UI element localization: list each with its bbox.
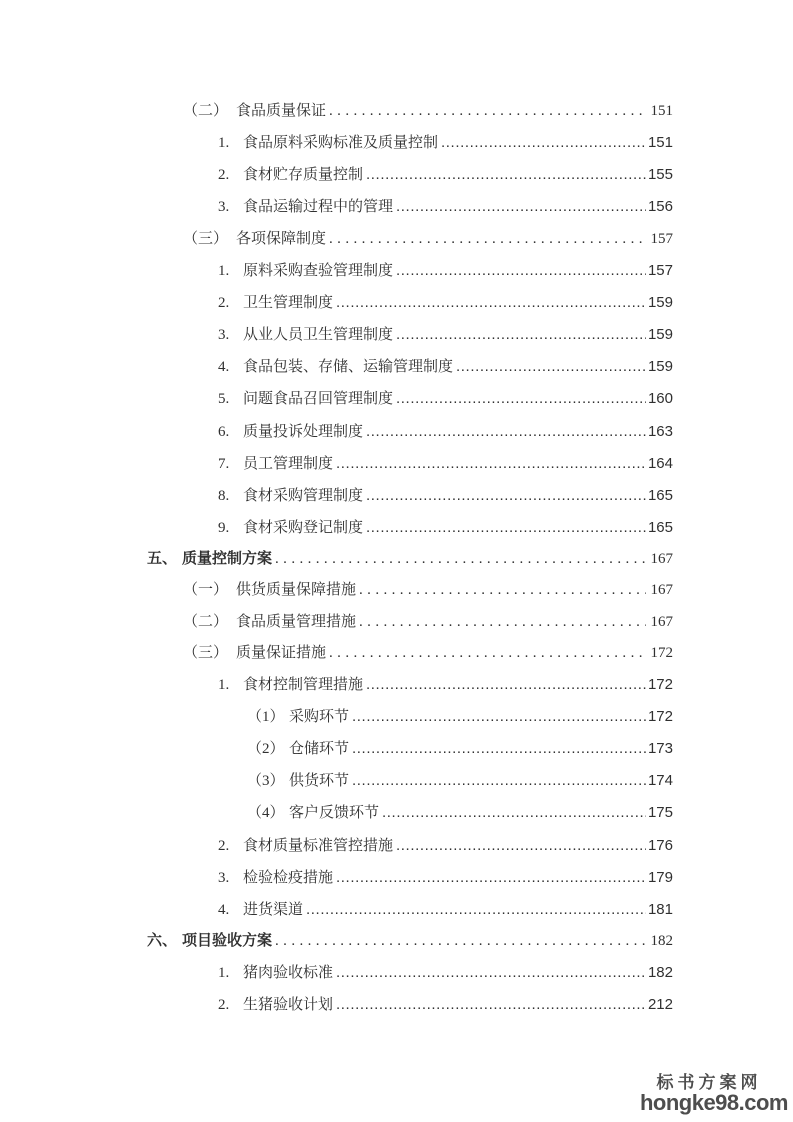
toc-entry-page: 182 [650,933,673,950]
toc-entry-number: （1） [247,708,285,725]
watermark-site-name: 标书方案网 [656,1073,762,1092]
toc-entry[interactable] [0,733,793,765]
toc-entry[interactable] [0,894,793,926]
toc-leader-dots [363,159,646,191]
table-of-contents [0,96,793,1022]
toc-entry-title: 猪肉验收标准 [243,965,334,982]
toc-leader-dots [333,287,646,319]
toc-entry-title: 食品质量管理措施 [236,613,357,630]
toc-entry-title: 食品质量保证 [236,103,327,119]
toc-entry[interactable] [0,765,793,797]
toc-entry-number: 2. [218,997,230,1014]
toc-entry-number: 六、 [147,933,178,950]
toc-leader-dots [333,989,646,1021]
toc-leader-dots [326,96,646,127]
toc-entry-page: 160 [647,390,673,408]
toc-leader-dots [333,862,646,894]
toc-entry-title: 食材贮存质量控制 [243,167,364,184]
toc-entry[interactable] [0,224,793,255]
toc-entry-title: 原料采购查验管理制度 [243,262,394,279]
toc-entry-page: 159 [647,293,673,311]
toc-entry-page: 172 [647,675,673,693]
toc-entry-title: 各项保障制度 [236,230,327,247]
toc-entry-title: 食材控制管理措施 [243,676,364,693]
toc-entry[interactable] [0,159,793,191]
toc-entry-page: 159 [647,326,673,344]
toc-entry-page: 156 [647,198,673,216]
toc-entry-number: 1. [218,965,230,982]
toc-entry-title: 问题食品召回管理制度 [243,391,394,408]
toc-leader-dots [333,957,646,989]
toc-entry-number: 1. [218,676,230,693]
toc-leader-dots [272,926,646,957]
toc-entry-title: 生猪验收计划 [243,997,334,1014]
toc-entry-number: 4. [218,901,230,918]
toc-entry-number: （二） [183,103,229,119]
toc-entry-number: 6. [218,423,230,440]
toc-entry-title: 采购环节 [289,708,350,725]
toc-entry-title: 仓储环节 [289,741,350,758]
toc-entry-title: 质量保证措施 [236,644,327,661]
toc-entry-number: （三） [183,644,229,661]
toc-entry-number: 3. [218,199,230,216]
toc-leader-dots [438,127,646,159]
toc-entry-number: （三） [183,230,229,247]
toc-entry[interactable] [0,607,793,638]
toc-entry-page: 155 [647,166,673,184]
toc-entry-title: 供货环节 [289,773,350,790]
toc-leader-dots [363,512,646,544]
toc-entry-title: 从业人员卫生管理制度 [243,327,394,344]
toc-entry-title: 质量投诉处理制度 [243,423,364,440]
toc-leader-dots [356,575,646,606]
toc-entry-number: （3） [247,773,285,790]
toc-entry-title: 客户反馈环节 [289,805,380,822]
toc-entry-number: （4） [247,805,285,822]
toc-entry-title: 食品运输过程中的管理 [243,199,394,216]
toc-entry-number: （二） [183,613,229,630]
toc-entry-page: 165 [647,486,673,504]
toc-entry-number: 3. [218,869,230,886]
toc-entry-title: 食材采购登记制度 [243,520,364,537]
toc-entry-title: 食材采购管理制度 [243,487,364,504]
toc-entry-title: 项目验收方案 [182,933,273,950]
toc-entry-title: 食品包装、存储、运输管理制度 [243,359,454,376]
toc-entry[interactable] [0,480,793,512]
toc-leader-dots [326,638,646,669]
toc-entry[interactable] [0,448,793,480]
toc-leader-dots [393,255,646,287]
toc-entry-page: 172 [650,644,673,661]
toc-entry-page: 165 [647,519,673,537]
toc-entry-title: 食材质量标准管控措施 [243,837,394,854]
toc-entry[interactable] [0,319,793,351]
toc-entry-page: 167 [650,613,673,630]
toc-entry-page: 157 [650,230,673,247]
toc-entry-number: 9. [218,520,230,537]
toc-entry-page: 157 [647,261,673,279]
toc-entry-title: 供货质量保障措施 [236,582,357,599]
toc-entry-page: 159 [647,358,673,376]
toc-entry-number: 4. [218,359,230,376]
toc-entry-number: 1. [218,262,230,279]
toc-entry[interactable] [0,416,793,448]
toc-entry-page: 172 [647,707,673,725]
toc-entry[interactable] [0,957,793,989]
toc-entry-page: 176 [647,836,673,854]
toc-entry[interactable] [0,127,793,159]
toc-leader-dots [272,544,646,575]
toc-entry[interactable] [0,797,793,829]
toc-entry[interactable] [0,287,793,319]
toc-leader-dots [453,351,646,383]
toc-entry-page: 212 [647,996,673,1014]
toc-entry[interactable] [0,255,793,287]
toc-entry-title: 进货渠道 [243,901,304,918]
toc-leader-dots [379,797,646,829]
toc-entry[interactable] [0,926,793,957]
toc-entry-page: 167 [650,551,673,568]
toc-leader-dots [393,191,646,223]
toc-entry-number: （一） [183,582,229,599]
toc-entry[interactable] [0,512,793,544]
toc-entry-page: 179 [647,868,673,886]
toc-entry[interactable] [0,96,793,127]
toc-entry[interactable] [0,669,793,701]
toc-entry-number: 8. [218,487,230,504]
toc-leader-dots [363,669,646,701]
watermark [626,1074,788,1114]
toc-entry-number: 五、 [147,551,178,568]
toc-leader-dots [356,607,646,638]
toc-entry[interactable] [0,989,793,1021]
toc-entry-page: 163 [647,422,673,440]
toc-entry-page: 182 [647,964,673,982]
toc-entry-title: 员工管理制度 [243,455,334,472]
toc-entry[interactable] [0,351,793,383]
toc-leader-dots [303,894,646,926]
toc-leader-dots [393,830,646,862]
toc-entry-title: 质量控制方案 [182,551,273,568]
toc-entry-page: 173 [647,740,673,758]
toc-entry-title: 卫生管理制度 [243,294,334,311]
toc-entry-page: 151 [650,103,673,119]
toc-entry[interactable] [0,638,793,669]
toc-entry-title: 检验检疫措施 [243,869,334,886]
toc-entry[interactable] [0,383,793,415]
toc-leader-dots [363,480,646,512]
toc-entry[interactable] [0,830,793,862]
toc-entry[interactable] [0,701,793,733]
toc-entry-number: 5. [218,391,230,408]
toc-entry-page: 174 [647,772,673,790]
toc-entry-page: 151 [647,134,673,152]
toc-leader-dots [333,448,646,480]
toc-leader-dots [326,224,646,255]
toc-entry-number: 7. [218,455,230,472]
toc-entry[interactable] [0,191,793,223]
toc-entry-number: （2） [247,741,285,758]
toc-entry[interactable] [0,862,793,894]
toc-entry-number: 2. [218,167,230,184]
toc-leader-dots [349,765,646,797]
toc-entry-title: 食品原料采购标准及质量控制 [243,135,439,152]
toc-leader-dots [393,383,646,415]
toc-entry-page: 181 [647,900,673,918]
watermark-site-url: hongke98.com [639,1090,788,1115]
toc-entry[interactable] [0,544,793,575]
toc-leader-dots [349,733,646,765]
toc-entry-number: 3. [218,327,230,344]
toc-entry[interactable] [0,575,793,606]
toc-leader-dots [393,319,646,351]
toc-leader-dots [349,701,646,733]
toc-entry-page: 175 [647,804,673,822]
toc-entry-number: 2. [218,294,230,311]
toc-entry-page: 164 [647,454,673,472]
toc-entry-number: 2. [218,837,230,854]
toc-entry-number: 1. [218,135,230,152]
toc-entry-page: 167 [650,582,673,599]
toc-leader-dots [363,416,646,448]
